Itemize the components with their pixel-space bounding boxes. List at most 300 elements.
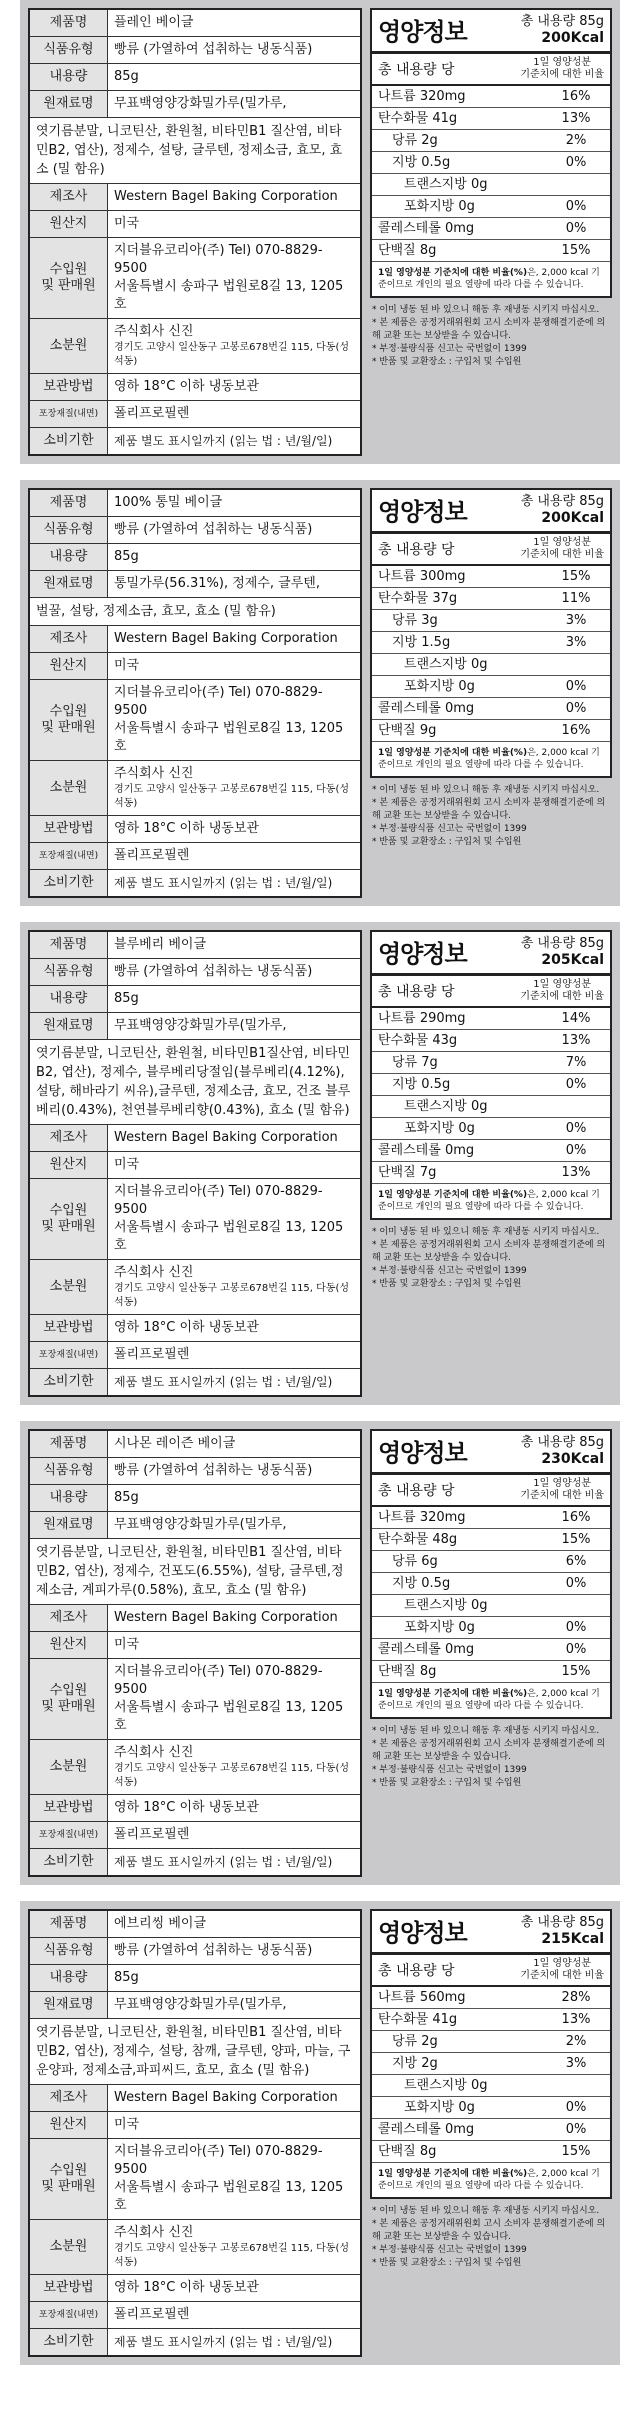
notice-report: * 부정·불량식품 신고는 국번없이 1399 bbox=[372, 824, 527, 834]
nutrient-name: 트랜스지방 bbox=[404, 1598, 467, 1613]
total-amount: 85g bbox=[579, 1915, 604, 1930]
nutrient-percent: 2% bbox=[565, 133, 587, 148]
daily-value-header: 1일 영양성분 기준치에 대한 비율 bbox=[520, 979, 604, 1002]
importer-value bbox=[108, 1659, 360, 1739]
nutrient-name: 포화지방 bbox=[404, 1620, 455, 1635]
origin-value: 미국 bbox=[114, 216, 140, 231]
nutrient-percent: 0% bbox=[565, 199, 587, 214]
packaging-label: 포장재질(내면) bbox=[30, 1342, 108, 1368]
ingredients-body: 엿기름분말, 니코틴산, 환원철, 비타민B1 질산염, 비타민B2, 엽산), 정제수, 설탕, 글루텐, 정제소금, 효모, 효소 (밀 함유) bbox=[30, 117, 360, 184]
per-total-label: 총 내용량 당 bbox=[378, 984, 455, 1000]
nutrient-percent: 0% bbox=[565, 679, 587, 694]
nutrient-name: 탄수화물 bbox=[378, 2012, 429, 2027]
storage-label: 보관방법 bbox=[30, 2275, 108, 2301]
nutrient-name: 지방 bbox=[392, 635, 418, 650]
nutrient-name: 탄수화물 bbox=[378, 1532, 429, 1547]
nutrient-amount: 320mg bbox=[419, 89, 466, 104]
manufacturer-value: Western Bagel Baking Corporation bbox=[114, 1610, 338, 1625]
product-label-card bbox=[20, 480, 620, 906]
total-kcal: 215Kcal bbox=[541, 1931, 604, 1947]
nutrient-percent: 2% bbox=[565, 2034, 587, 2049]
nutrient-amount: 300mg bbox=[419, 569, 466, 584]
name-label: 제품명 bbox=[30, 932, 108, 958]
nutrient-name: 트랜스지방 bbox=[404, 657, 467, 672]
nutrient-name: 탄수화물 bbox=[378, 1033, 429, 1048]
nutrient-name: 나트륨 bbox=[378, 1510, 416, 1525]
nutrient-row-protein bbox=[372, 720, 610, 742]
expiry-value: 제품 별도 표시일까지 (읽는 법 : 년/월/일) bbox=[114, 434, 333, 448]
nutrient-name-amount bbox=[378, 86, 466, 107]
product-info-table bbox=[28, 8, 362, 456]
footnote-bold: 1일 영양성분 기준치에 대한 비율(%) bbox=[378, 2169, 528, 2179]
nutrient-percent: 15% bbox=[561, 243, 591, 258]
nutrient-name-amount bbox=[392, 1573, 450, 1594]
nutrient-name-amount bbox=[404, 2097, 475, 2118]
ingredients-head: 무표백영양강화밀가루(밀가루, bbox=[114, 1018, 287, 1033]
nutrient-row-carbohydrate bbox=[372, 108, 610, 130]
footnote-rest: 은, 2,000 kcal 기준이므로 개인의 필요 열량에 따라 다를 수 있습니다. bbox=[378, 748, 600, 770]
nutrient-amount: 3g bbox=[421, 613, 438, 628]
volume-label: 내용량 bbox=[30, 1485, 108, 1511]
nutrient-percent: 13% bbox=[561, 111, 591, 126]
type-label: 식품유형 bbox=[30, 1938, 108, 1964]
seller-label: 소분원 bbox=[30, 1260, 108, 1314]
nutrition-facts-panel bbox=[370, 488, 612, 778]
nutrient-name-amount bbox=[404, 676, 475, 697]
nutrient-percent: 14% bbox=[561, 1011, 591, 1026]
notice-return: * 반품 및 교환장소 : 구입처 및 수입원 bbox=[372, 357, 522, 367]
product-info-table bbox=[28, 1909, 362, 2357]
seller-value bbox=[108, 1740, 360, 1794]
type-label: 식품유형 bbox=[30, 1458, 108, 1484]
nutrition-footnote bbox=[372, 1184, 610, 1218]
nutrient-name-amount bbox=[378, 2009, 457, 2030]
nutrient-percent: 13% bbox=[561, 1033, 591, 1048]
seller-label: 소분원 bbox=[30, 1740, 108, 1794]
nutrient-name: 나트륨 bbox=[378, 569, 416, 584]
nutrient-name-amount bbox=[378, 698, 474, 719]
nutrient-amount: 2g bbox=[421, 2034, 438, 2049]
nutrient-row-fat bbox=[372, 1074, 610, 1096]
notice-list bbox=[370, 1220, 612, 1291]
seller-line1: 주식회사 신진 bbox=[114, 1265, 194, 1280]
notice-exchange: * 본 제품은 공정거래위원회 고시 소비자 분쟁해결기준에 의해 교환 또는 보상받을 수 있습니다. bbox=[372, 2219, 606, 2242]
seller-value bbox=[108, 2220, 360, 2274]
nutrition-column bbox=[370, 1429, 612, 1877]
manufacturer-label: 제조사 bbox=[30, 1605, 108, 1631]
nutrient-percent: 15% bbox=[561, 569, 591, 584]
nutrient-name: 포화지방 bbox=[404, 199, 455, 214]
nutrient-percent: 0% bbox=[565, 155, 587, 170]
seller-line1: 주식회사 신진 bbox=[114, 2225, 194, 2240]
nutrient-name-amount bbox=[378, 218, 474, 239]
nutrient-percent: 0% bbox=[565, 701, 587, 716]
volume-label: 내용량 bbox=[30, 64, 108, 90]
nutrient-name: 콜레스테롤 bbox=[378, 221, 441, 236]
importer-label: 수입원 및 판매원 bbox=[30, 2139, 108, 2219]
ingredients-body: 엿기름분말, 니코틴산, 환원철, 비타민B1 질산염, 비타민B2, 엽산), 정제수, 설탕, 참깨, 글루텐, 양파, 마늘, 구운양파, 정제소금,파피씨드, 효모, 효소 (밀 함유) bbox=[30, 2018, 360, 2085]
nutrient-name: 탄수화물 bbox=[378, 591, 429, 606]
volume-value: 85g bbox=[114, 69, 139, 84]
origin-label: 원산지 bbox=[30, 211, 108, 237]
nutrient-name-amount bbox=[378, 2141, 436, 2162]
ingredients-label: 원재료명 bbox=[30, 571, 108, 597]
nutrient-name: 트랜스지방 bbox=[404, 1099, 467, 1114]
importer-line1: 지더블유코리아(주) Tel) 070-8829-9500 bbox=[114, 685, 323, 718]
nutrient-amount: 6g bbox=[421, 1554, 438, 1569]
total-amount: 85g bbox=[579, 14, 604, 29]
total-summary bbox=[521, 936, 604, 969]
seller-line1: 주식회사 신진 bbox=[114, 766, 194, 781]
importer-line2: 서울특별시 송파구 법원로8길 13, 1205호 bbox=[114, 1220, 344, 1253]
nutrient-name: 포화지방 bbox=[404, 1121, 455, 1136]
importer-line1: 지더블유코리아(주) Tel) 070-8829-9500 bbox=[114, 1664, 323, 1697]
type-label: 식품유형 bbox=[30, 517, 108, 543]
nutrient-percent: 16% bbox=[561, 1510, 591, 1525]
nutrient-amount: 0g bbox=[470, 1099, 488, 1114]
nutrient-row-trans-fat bbox=[372, 654, 610, 676]
nutrient-amount: 9g bbox=[419, 723, 437, 738]
nutrient-name-amount bbox=[404, 196, 475, 217]
expiry-label: 소비기한 bbox=[30, 2329, 108, 2355]
product-info-table bbox=[28, 930, 362, 1397]
footnote-bold: 1일 영양성분 기준치에 대한 비율(%) bbox=[378, 748, 528, 758]
nutrient-rows bbox=[372, 1507, 610, 1683]
notice-list bbox=[370, 778, 612, 849]
nutrient-name-amount bbox=[392, 1074, 450, 1095]
nutrient-percent: 13% bbox=[561, 1165, 591, 1180]
nutrient-name: 당류 bbox=[392, 2034, 418, 2049]
nutrient-percent: 0% bbox=[565, 1642, 587, 1657]
nutrient-percent: 13% bbox=[561, 2012, 591, 2027]
storage-label: 보관방법 bbox=[30, 816, 108, 842]
seller-label: 소분원 bbox=[30, 2220, 108, 2274]
total-kcal: 200Kcal bbox=[541, 510, 604, 526]
nutrient-row-protein bbox=[372, 2141, 610, 2163]
packaging-label: 포장재질(내면) bbox=[30, 1822, 108, 1848]
daily-value-header: 1일 영양성분 기준치에 대한 비율 bbox=[520, 1958, 604, 1981]
nutrient-row-carbohydrate bbox=[372, 2009, 610, 2031]
importer-label: 수입원 및 판매원 bbox=[30, 680, 108, 760]
origin-label: 원산지 bbox=[30, 1632, 108, 1658]
nutrient-rows bbox=[372, 566, 610, 742]
nutrient-name: 당류 bbox=[392, 133, 418, 148]
nutrient-percent: 0% bbox=[565, 2122, 587, 2137]
nutrient-amount: 2g bbox=[421, 133, 438, 148]
total-kcal: 205Kcal bbox=[541, 952, 604, 968]
notice-return: * 반품 및 교환장소 : 구입처 및 수입원 bbox=[372, 2258, 522, 2268]
per-total-label: 총 내용량 당 bbox=[378, 542, 455, 558]
nutrient-amount: 0g bbox=[458, 1121, 475, 1136]
product-name: 시나몬 레이즌 베이글 bbox=[114, 1436, 236, 1451]
product-info-table bbox=[28, 488, 362, 898]
nutrient-name-amount bbox=[378, 720, 436, 741]
nutrient-name: 당류 bbox=[392, 613, 418, 628]
notice-return: * 반품 및 교환장소 : 구입처 및 수입원 bbox=[372, 1279, 522, 1289]
ingredients-head: 통밀가루(56.31%), 정제수, 글루텐, bbox=[114, 576, 320, 591]
origin-value: 미국 bbox=[114, 658, 140, 673]
seller-value bbox=[108, 319, 360, 373]
notice-report: * 부정·불량식품 신고는 국번없이 1399 bbox=[372, 1765, 527, 1775]
notice-refreeze: * 이미 냉동 된 바 있으니 해동 후 재냉동 시키지 마십시오. bbox=[372, 1227, 600, 1237]
nutrient-percent bbox=[548, 654, 604, 675]
importer-value bbox=[108, 2139, 360, 2219]
manufacturer-value: Western Bagel Baking Corporation bbox=[114, 631, 338, 646]
expiry-label: 소비기한 bbox=[30, 1369, 108, 1395]
total-summary bbox=[521, 1435, 604, 1468]
expiry-label: 소비기한 bbox=[30, 1849, 108, 1875]
nutrient-row-cholesterol bbox=[372, 2119, 610, 2141]
storage-label: 보관방법 bbox=[30, 374, 108, 400]
seller-line2: 경기도 고양시 일산동구 고봉로678번길 115, 다동(성석동) bbox=[114, 2243, 350, 2268]
nutrient-row-carbohydrate bbox=[372, 1030, 610, 1052]
nutrient-amount: 0mg bbox=[444, 701, 475, 716]
nutrient-row-sugars bbox=[372, 610, 610, 632]
importer-label: 수입원 및 판매원 bbox=[30, 1179, 108, 1259]
nutrient-name: 트랜스지방 bbox=[404, 177, 467, 192]
nutrient-name-amount bbox=[378, 1008, 466, 1029]
nutrient-name-amount bbox=[392, 152, 450, 173]
nutrient-row-carbohydrate bbox=[372, 1529, 610, 1551]
product-info-table bbox=[28, 1429, 362, 1877]
nutrient-row-saturated-fat bbox=[372, 1118, 610, 1140]
notice-exchange: * 본 제품은 공정거래위원회 고시 소비자 분쟁해결기준에 의해 교환 또는 보상받을 수 있습니다. bbox=[372, 318, 606, 341]
type-label: 식품유형 bbox=[30, 37, 108, 63]
notice-report: * 부정·불량식품 신고는 국번없이 1399 bbox=[372, 1266, 527, 1276]
nutrient-percent: 7% bbox=[565, 1055, 587, 1070]
importer-value bbox=[108, 1179, 360, 1259]
product-name: 플레인 베이글 bbox=[114, 15, 194, 30]
nutrition-title: 영양정보 bbox=[378, 498, 467, 526]
nutrient-row-sodium bbox=[372, 1008, 610, 1030]
nutrient-name: 콜레스테롤 bbox=[378, 1143, 441, 1158]
manufacturer-value: Western Bagel Baking Corporation bbox=[114, 1130, 338, 1145]
nutrient-percent: 16% bbox=[561, 723, 591, 738]
nutrient-name: 지방 bbox=[392, 2056, 418, 2071]
nutrient-amount: 320mg bbox=[419, 1510, 466, 1525]
nutrient-name: 포화지방 bbox=[404, 679, 455, 694]
total-summary bbox=[521, 14, 604, 47]
nutrient-amount: 0.5g bbox=[421, 1077, 451, 1092]
nutrient-amount: 0g bbox=[458, 199, 475, 214]
ingredients-label: 원재료명 bbox=[30, 91, 108, 117]
seller-line1: 주식회사 신진 bbox=[114, 1745, 194, 1760]
nutrient-row-cholesterol bbox=[372, 1639, 610, 1661]
storage-value: 영하 18°C 이하 냉동보관 bbox=[114, 379, 259, 394]
manufacturer-label: 제조사 bbox=[30, 2085, 108, 2111]
nutrient-amount: 43g bbox=[432, 1033, 458, 1048]
total-amount: 85g bbox=[579, 936, 604, 951]
nutrient-amount: 41g bbox=[432, 2012, 458, 2027]
importer-line2: 서울특별시 송파구 법원로8길 13, 1205호 bbox=[114, 1700, 344, 1733]
daily-value-header: 1일 영양성분 기준치에 대한 비율 bbox=[520, 537, 604, 560]
notice-refreeze: * 이미 냉동 된 바 있으니 해동 후 재냉동 시키지 마십시오. bbox=[372, 2206, 600, 2216]
nutrient-name-amount bbox=[378, 1529, 457, 1550]
nutrient-amount: 0mg bbox=[444, 221, 475, 236]
seller-label: 소분원 bbox=[30, 761, 108, 815]
nutrient-row-sodium bbox=[372, 1987, 610, 2009]
ingredients-head: 무표백영양강화밀가루(밀가루, bbox=[114, 96, 287, 111]
nutrient-name-amount bbox=[392, 1052, 438, 1073]
nutrient-name: 나트륨 bbox=[378, 89, 416, 104]
nutrient-name-amount bbox=[392, 130, 438, 151]
storage-label: 보관방법 bbox=[30, 1795, 108, 1821]
nutrient-name: 탄수화물 bbox=[378, 111, 429, 126]
importer-line2: 서울특별시 송파구 법원로8길 13, 1205호 bbox=[114, 721, 344, 754]
footnote-bold: 1일 영양성분 기준치에 대한 비율(%) bbox=[378, 1689, 528, 1699]
origin-label: 원산지 bbox=[30, 653, 108, 679]
nutrient-row-fat bbox=[372, 632, 610, 654]
product-label-card bbox=[20, 1421, 620, 1885]
nutrient-row-sugars bbox=[372, 1551, 610, 1573]
importer-line1: 지더블유코리아(주) Tel) 070-8829-9500 bbox=[114, 1184, 323, 1217]
origin-value: 미국 bbox=[114, 1157, 140, 1172]
nutrient-percent bbox=[548, 1595, 604, 1616]
nutrient-percent: 3% bbox=[565, 613, 587, 628]
per-total-label: 총 내용량 당 bbox=[378, 1963, 455, 1979]
nutrient-name: 당류 bbox=[392, 1055, 418, 1070]
notice-list bbox=[370, 2199, 612, 2270]
nutrient-name: 단백질 bbox=[378, 243, 416, 258]
nutrient-name-amount bbox=[392, 1551, 438, 1572]
nutrient-name-amount bbox=[404, 1617, 475, 1638]
expiry-value: 제품 별도 표시일까지 (읽는 법 : 년/월/일) bbox=[114, 876, 333, 890]
nutrient-percent: 15% bbox=[561, 1664, 591, 1679]
nutrient-name: 단백질 bbox=[378, 1664, 416, 1679]
nutrient-name-amount bbox=[404, 1118, 475, 1139]
nutrient-row-sugars bbox=[372, 130, 610, 152]
nutrient-name: 나트륨 bbox=[378, 1011, 416, 1026]
nutrition-column bbox=[370, 930, 612, 1397]
nutrient-amount: 560mg bbox=[419, 1990, 466, 2005]
nutrient-name-amount bbox=[378, 1162, 436, 1183]
volume-value: 85g bbox=[114, 991, 139, 1006]
packaging-value: 폴리프로필렌 bbox=[114, 1827, 190, 1842]
total-prefix: 총 내용량 bbox=[520, 14, 576, 29]
nutrient-amount: 0mg bbox=[444, 2122, 475, 2137]
seller-line2: 경기도 고양시 일산동구 고봉로678번길 115, 다동(성석동) bbox=[114, 1763, 350, 1788]
notice-list bbox=[370, 298, 612, 369]
nutrient-row-fat bbox=[372, 152, 610, 174]
nutrient-amount: 2g bbox=[421, 2056, 438, 2071]
nutrient-name: 단백질 bbox=[378, 1165, 416, 1180]
origin-value: 미국 bbox=[114, 2117, 140, 2132]
nutrient-percent: 0% bbox=[565, 1576, 587, 1591]
footnote-bold: 1일 영양성분 기준치에 대한 비율(%) bbox=[378, 1190, 528, 1200]
nutrient-row-saturated-fat bbox=[372, 676, 610, 698]
nutrient-row-cholesterol bbox=[372, 1140, 610, 1162]
nutrient-name-amount bbox=[392, 2053, 438, 2074]
nutrient-amount: 48g bbox=[432, 1532, 458, 1547]
importer-line1: 지더블유코리아(주) Tel) 070-8829-9500 bbox=[114, 2144, 323, 2177]
notice-refreeze: * 이미 냉동 된 바 있으니 해동 후 재냉동 시키지 마십시오. bbox=[372, 305, 600, 315]
volume-value: 85g bbox=[114, 1970, 139, 1985]
nutrient-name-amount bbox=[392, 2031, 438, 2052]
nutrient-name: 단백질 bbox=[378, 723, 416, 738]
food-type: 빵류 (가열하여 섭취하는 냉동식품) bbox=[114, 522, 313, 537]
nutrient-row-cholesterol bbox=[372, 698, 610, 720]
nutrient-name-amount bbox=[392, 632, 450, 653]
nutrition-title: 영양정보 bbox=[378, 1919, 467, 1947]
notice-return: * 반품 및 교환장소 : 구입처 및 수입원 bbox=[372, 1778, 522, 1788]
nutrition-column bbox=[370, 488, 612, 898]
nutrient-name-amount bbox=[392, 610, 438, 631]
notice-return: * 반품 및 교환장소 : 구입처 및 수입원 bbox=[372, 837, 522, 847]
footnote-bold: 1일 영양성분 기준치에 대한 비율(%) bbox=[378, 268, 528, 278]
type-label: 식품유형 bbox=[30, 959, 108, 985]
importer-value bbox=[108, 680, 360, 760]
nutrition-facts-panel bbox=[370, 1909, 612, 2199]
footnote-rest: 은, 2,000 kcal 기준이므로 개인의 필요 열량에 따라 다를 수 있습니다. bbox=[378, 1689, 600, 1711]
food-type: 빵류 (가열하여 섭취하는 냉동식품) bbox=[114, 964, 313, 979]
nutrient-amount: 7g bbox=[421, 1055, 438, 1070]
nutrient-row-protein bbox=[372, 240, 610, 262]
nutrient-row-trans-fat bbox=[372, 1595, 610, 1617]
total-prefix: 총 내용량 bbox=[520, 494, 576, 509]
manufacturer-value: Western Bagel Baking Corporation bbox=[114, 2090, 338, 2105]
card-gap bbox=[0, 1405, 640, 1421]
packaging-label: 포장재질(내면) bbox=[30, 843, 108, 869]
per-total-label: 총 내용량 당 bbox=[378, 62, 455, 78]
nutrient-amount: 0g bbox=[470, 2078, 488, 2093]
nutrient-name-amount bbox=[404, 654, 487, 675]
nutrient-row-cholesterol bbox=[372, 218, 610, 240]
nutrient-name: 포화지방 bbox=[404, 2100, 455, 2115]
nutrient-row-protein bbox=[372, 1162, 610, 1184]
manufacturer-label: 제조사 bbox=[30, 184, 108, 210]
nutrient-row-saturated-fat bbox=[372, 2097, 610, 2119]
expiry-value: 제품 별도 표시일까지 (읽는 법 : 년/월/일) bbox=[114, 1375, 333, 1389]
ingredients-label: 원재료명 bbox=[30, 1512, 108, 1538]
product-label-card bbox=[20, 922, 620, 1405]
ingredients-label: 원재료명 bbox=[30, 1992, 108, 2018]
name-label: 제품명 bbox=[30, 1431, 108, 1457]
nutrient-name-amount bbox=[378, 1639, 474, 1660]
nutrient-name-amount bbox=[404, 1096, 487, 1117]
ingredients-label: 원재료명 bbox=[30, 1013, 108, 1039]
packaging-value: 폴리프로필렌 bbox=[114, 848, 190, 863]
name-label: 제품명 bbox=[30, 1911, 108, 1937]
nutrient-name: 콜레스테롤 bbox=[378, 1642, 441, 1657]
nutrient-row-trans-fat bbox=[372, 174, 610, 196]
nutrient-amount: 0g bbox=[470, 177, 488, 192]
nutrient-amount: 0g bbox=[458, 679, 475, 694]
manufacturer-label: 제조사 bbox=[30, 1125, 108, 1151]
nutrient-row-sugars bbox=[372, 1052, 610, 1074]
total-prefix: 총 내용량 bbox=[520, 1915, 576, 1930]
nutrient-amount: 290mg bbox=[419, 1011, 466, 1026]
per-total-label: 총 내용량 당 bbox=[378, 1483, 455, 1499]
nutrient-name-amount bbox=[404, 174, 487, 195]
product-name: 100% 통밀 베이글 bbox=[114, 495, 223, 510]
nutrient-amount: 0g bbox=[458, 1620, 475, 1635]
total-summary bbox=[521, 494, 604, 527]
nutrient-row-fat bbox=[372, 1573, 610, 1595]
volume-value: 85g bbox=[114, 1490, 139, 1505]
manufacturer-value: Western Bagel Baking Corporation bbox=[114, 189, 338, 204]
nutrition-column bbox=[370, 1909, 612, 2357]
nutrient-name: 나트륨 bbox=[378, 1990, 416, 2005]
nutrient-name-amount bbox=[378, 1661, 436, 1682]
expiry-value: 제품 별도 표시일까지 (읽는 법 : 년/월/일) bbox=[114, 2335, 333, 2349]
food-type: 빵류 (가열하여 섭취하는 냉동식품) bbox=[114, 42, 313, 57]
nutrient-percent: 3% bbox=[565, 2056, 587, 2071]
nutrient-name-amount bbox=[378, 108, 457, 129]
nutrition-footnote bbox=[372, 262, 610, 296]
nutrient-row-carbohydrate bbox=[372, 588, 610, 610]
importer-label: 수입원 및 판매원 bbox=[30, 1659, 108, 1739]
importer-value bbox=[108, 238, 360, 318]
